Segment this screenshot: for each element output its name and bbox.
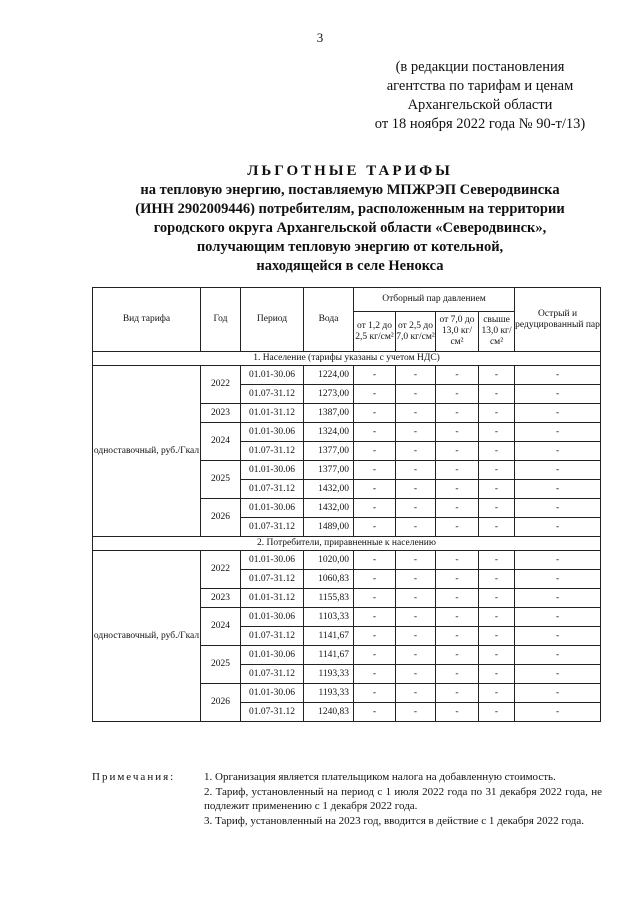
title-line: получающим тепловую энергию от котельной,	[196, 239, 504, 255]
water-cell: 1377,00	[304, 442, 354, 461]
sharp-steam-cell: -	[515, 518, 601, 537]
steam-cell: -	[396, 442, 436, 461]
water-cell: 1324,00	[304, 423, 354, 442]
header-period: Период	[241, 288, 304, 352]
header-water: Вода	[304, 288, 354, 352]
title-line: городского округа Архангельской области «Северодвинск»,	[153, 220, 547, 236]
steam-cell: -	[479, 442, 515, 461]
steam-cell: -	[354, 665, 396, 684]
steam-cell: -	[436, 551, 479, 570]
steam-cell: -	[396, 608, 436, 627]
water-cell: 1020,00	[304, 551, 354, 570]
period-cell: 01.01-30.06	[241, 499, 304, 518]
steam-cell: -	[396, 518, 436, 537]
sharp-steam-cell: -	[515, 665, 601, 684]
water-cell: 1060,83	[304, 570, 354, 589]
water-cell: 1432,00	[304, 499, 354, 518]
steam-cell: -	[479, 665, 515, 684]
steam-cell: -	[436, 499, 479, 518]
sharp-steam-cell: -	[515, 627, 601, 646]
steam-cell: -	[479, 518, 515, 537]
sharp-steam-cell: -	[515, 646, 601, 665]
sharp-steam-cell: -	[515, 385, 601, 404]
steam-cell: -	[479, 608, 515, 627]
edition-line: агентства по тарифам и ценам	[386, 78, 574, 94]
period-cell: 01.07-31.12	[241, 570, 304, 589]
steam-cell: -	[354, 442, 396, 461]
steam-cell: -	[479, 627, 515, 646]
sharp-steam-cell: -	[515, 480, 601, 499]
section-title: 1. Население (тарифы указаны с учетом НДС)	[93, 352, 601, 366]
steam-cell: -	[396, 461, 436, 480]
steam-cell: -	[436, 461, 479, 480]
steam-cell: -	[436, 646, 479, 665]
period-cell: 01.07-31.12	[241, 385, 304, 404]
steam-cell: -	[354, 589, 396, 608]
steam-cell: -	[396, 646, 436, 665]
note-item: 1. Организация является плательщиком налога на добавленную стоимость.	[204, 771, 556, 783]
water-cell: 1193,33	[304, 665, 354, 684]
water-cell: 1224,00	[304, 366, 354, 385]
sharp-steam-cell: -	[515, 570, 601, 589]
notes-label: Примечания:	[92, 771, 176, 783]
period-cell: 01.01-30.06	[241, 551, 304, 570]
title-heading: ЛЬГОТНЫЕ ТАРИФЫ	[247, 163, 453, 179]
steam-cell: -	[479, 703, 515, 722]
steam-cell: -	[436, 442, 479, 461]
page-number: 3	[316, 30, 324, 45]
period-cell: 01.01-30.06	[241, 461, 304, 480]
steam-cell: -	[396, 627, 436, 646]
steam-cell: -	[354, 366, 396, 385]
steam-cell: -	[354, 480, 396, 499]
water-cell: 1193,33	[304, 684, 354, 703]
period-cell: 01.07-31.12	[241, 518, 304, 537]
steam-cell: -	[396, 665, 436, 684]
sharp-steam-cell: -	[515, 366, 601, 385]
steam-cell: -	[354, 404, 396, 423]
steam-cell: -	[354, 627, 396, 646]
sharp-steam-cell: -	[515, 461, 601, 480]
sharp-steam-cell: -	[515, 684, 601, 703]
steam-cell: -	[436, 608, 479, 627]
sharp-steam-cell: -	[515, 551, 601, 570]
year-cell: 2026	[201, 499, 241, 537]
sharp-steam-cell: -	[515, 423, 601, 442]
period-cell: 01.01-30.06	[241, 608, 304, 627]
note-item: 3. Тариф, установленный на 2023 год, вводится в действие с 1 декабря 2022 года.	[204, 814, 584, 827]
period-cell: 01.07-31.12	[241, 665, 304, 684]
steam-cell: -	[479, 366, 515, 385]
steam-cell: -	[436, 589, 479, 608]
water-cell: 1387,00	[304, 404, 354, 423]
edition-line: (в редакции постановления	[395, 59, 565, 75]
steam-cell: -	[354, 385, 396, 404]
steam-cell: -	[396, 703, 436, 722]
year-cell: 2025	[201, 646, 241, 684]
steam-cell: -	[396, 404, 436, 423]
steam-cell: -	[436, 703, 479, 722]
steam-cell: -	[479, 570, 515, 589]
title-line: на тепловую энергию, поставляемую МПЖРЭП Северодвинска	[140, 182, 560, 198]
period-cell: 01.07-31.12	[241, 627, 304, 646]
header-sharp-steam: Острый и редуцированный пар	[515, 288, 601, 352]
edition-line: Архангельской области	[407, 97, 553, 113]
header-steam-3: от 7,0 до 13,0 кг/см²	[436, 312, 479, 352]
title-line: находящейся в селе Ненокса	[256, 258, 444, 274]
steam-cell: -	[354, 646, 396, 665]
water-cell: 1155,83	[304, 589, 354, 608]
note-item: 2. Тариф, установленный на период с 1 июля 2022 года по 31 декабря 2022 года, не подлежит применению с 1 декабря 2022 года.	[204, 785, 602, 812]
water-cell: 1141,67	[304, 646, 354, 665]
steam-cell: -	[354, 551, 396, 570]
steam-cell: -	[396, 385, 436, 404]
period-cell: 01.07-31.12	[241, 442, 304, 461]
year-cell: 2023	[201, 404, 241, 423]
tariff-table	[92, 287, 601, 722]
water-cell: 1377,00	[304, 461, 354, 480]
water-cell: 1103,33	[304, 608, 354, 627]
sharp-steam-cell: -	[515, 703, 601, 722]
steam-cell: -	[436, 385, 479, 404]
steam-cell: -	[396, 366, 436, 385]
header-steam-2: от 2,5 до 7,0 кг/см²	[396, 312, 436, 352]
steam-cell: -	[354, 518, 396, 537]
period-cell: 01.07-31.12	[241, 703, 304, 722]
steam-cell: -	[354, 499, 396, 518]
sharp-steam-cell: -	[515, 404, 601, 423]
steam-cell: -	[436, 570, 479, 589]
year-cell: 2024	[201, 608, 241, 646]
period-cell: 01.01-30.06	[241, 684, 304, 703]
edition-note	[330, 58, 630, 134]
steam-cell: -	[479, 499, 515, 518]
steam-cell: -	[354, 608, 396, 627]
steam-cell: -	[436, 665, 479, 684]
steam-cell: -	[396, 499, 436, 518]
header-steam-group: Отборный пар давлением	[354, 288, 515, 312]
year-cell: 2025	[201, 461, 241, 499]
title-line: (ИНН 2902009446) потребителям, расположенным на территории	[135, 201, 565, 217]
steam-cell: -	[396, 480, 436, 499]
edition-line: от 18 ноября 2022 года № 90-т/13)	[374, 116, 586, 132]
steam-cell: -	[479, 589, 515, 608]
document-title	[100, 162, 600, 276]
steam-cell: -	[396, 570, 436, 589]
water-cell: 1432,00	[304, 480, 354, 499]
period-cell: 01.01-30.06	[241, 423, 304, 442]
steam-cell: -	[354, 684, 396, 703]
steam-cell: -	[479, 684, 515, 703]
steam-cell: -	[436, 404, 479, 423]
steam-cell: -	[479, 551, 515, 570]
period-cell: 01.07-31.12	[241, 480, 304, 499]
steam-cell: -	[479, 461, 515, 480]
steam-cell: -	[436, 518, 479, 537]
year-cell: 2022	[201, 366, 241, 404]
steam-cell: -	[479, 385, 515, 404]
water-cell: 1273,00	[304, 385, 354, 404]
steam-cell: -	[436, 627, 479, 646]
sharp-steam-cell: -	[515, 589, 601, 608]
year-cell: 2026	[201, 684, 241, 722]
steam-cell: -	[479, 646, 515, 665]
steam-cell: -	[479, 423, 515, 442]
steam-cell: -	[436, 366, 479, 385]
steam-cell: -	[436, 480, 479, 499]
steam-cell: -	[436, 423, 479, 442]
water-cell: 1240,83	[304, 703, 354, 722]
steam-cell: -	[354, 570, 396, 589]
header-year: Год	[201, 288, 241, 352]
steam-cell: -	[354, 461, 396, 480]
table-row	[93, 366, 601, 385]
water-cell: 1489,00	[304, 518, 354, 537]
steam-cell: -	[396, 551, 436, 570]
steam-cell: -	[396, 423, 436, 442]
sharp-steam-cell: -	[515, 499, 601, 518]
table-row	[93, 551, 601, 570]
steam-cell: -	[396, 684, 436, 703]
tariff-type-cell: одноставочный, руб./Гкал	[93, 551, 201, 722]
period-cell: 01.01-31.12	[241, 404, 304, 423]
year-cell: 2024	[201, 423, 241, 461]
header-tariff-type: Вид тарифа	[93, 288, 201, 352]
header-steam-4: свыше 13,0 кг/см²	[479, 312, 515, 352]
period-cell: 01.01-31.12	[241, 589, 304, 608]
steam-cell: -	[479, 404, 515, 423]
tariff-type-cell: одноставочный, руб./Гкал	[93, 366, 201, 537]
sharp-steam-cell: -	[515, 608, 601, 627]
steam-cell: -	[354, 703, 396, 722]
sharp-steam-cell: -	[515, 442, 601, 461]
steam-cell: -	[354, 423, 396, 442]
steam-cell: -	[436, 684, 479, 703]
year-cell: 2022	[201, 551, 241, 589]
period-cell: 01.01-30.06	[241, 366, 304, 385]
steam-cell: -	[396, 589, 436, 608]
header-steam-1: от 1,2 до 2,5 кг/см²	[354, 312, 396, 352]
section-title: 2. Потребители, приравненные к населению	[93, 537, 601, 551]
water-cell: 1141,67	[304, 627, 354, 646]
period-cell: 01.01-30.06	[241, 646, 304, 665]
steam-cell: -	[479, 480, 515, 499]
year-cell: 2023	[201, 589, 241, 608]
